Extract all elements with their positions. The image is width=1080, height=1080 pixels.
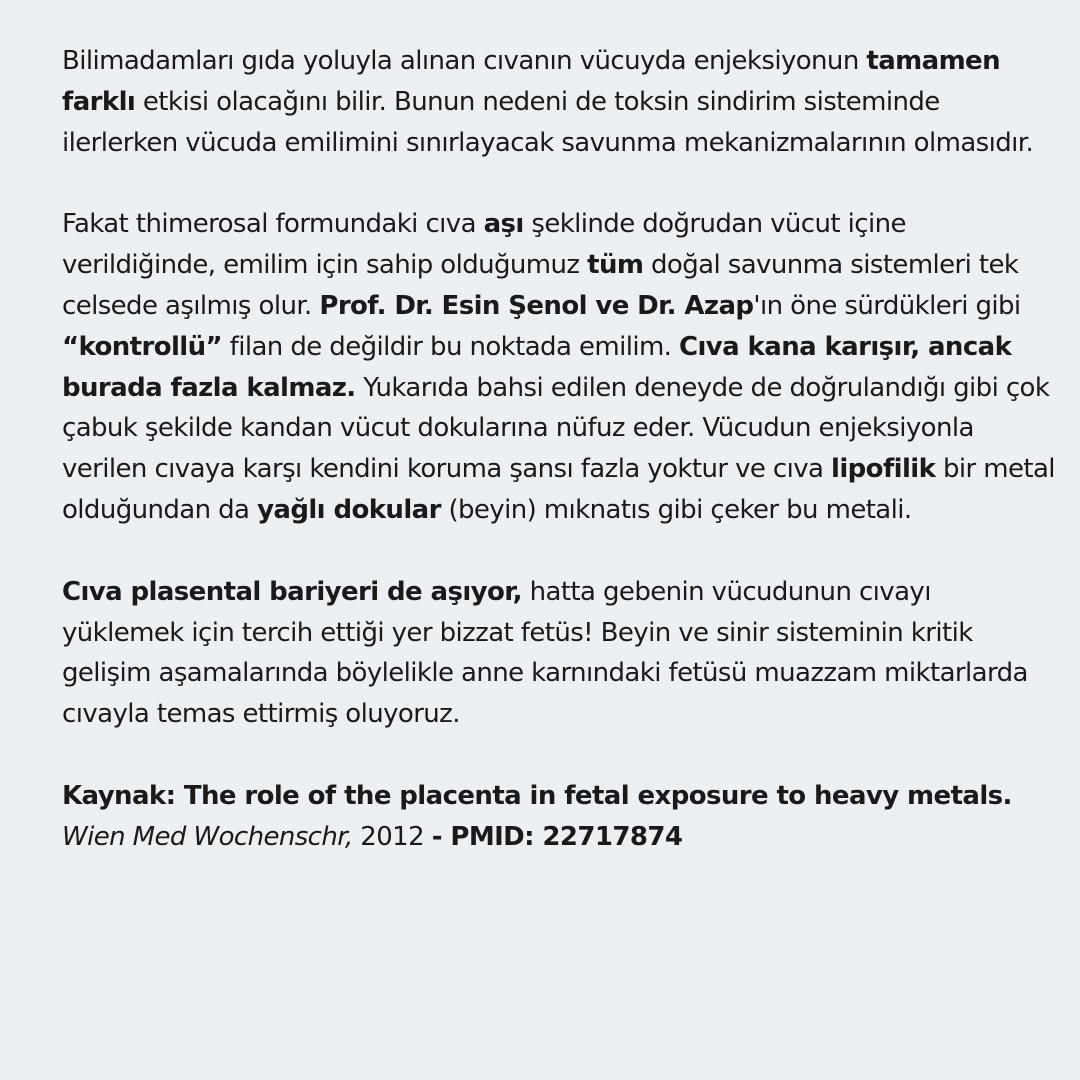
paragraph-2-bold-6: lipofilik	[831, 454, 936, 485]
source-pmid: - PMID: 22717874	[431, 821, 683, 852]
paragraph-2-bold-3: Prof. Dr. Esin Şenol ve Dr. Azap	[319, 290, 754, 321]
paragraph-2-text-5: filan de değildir bu noktada emilim.	[222, 331, 680, 362]
paragraph-2-bold-4: “kontrollü”	[62, 331, 222, 362]
paragraph-3-bold-1: Cıva plasental bariyeri de aşıyor,	[62, 576, 522, 607]
paragraph-2-bold-1: aşı	[483, 209, 524, 240]
paragraph-1-bold-1: tamamen farklı	[62, 46, 1001, 117]
paragraph-2-text-4: 'ın öne sürdükleri gibi	[753, 290, 1021, 321]
paragraph-2-text-2: şeklinde doğrudan vücut içine verildiğinde, emilim için sahip olduğumuz	[62, 209, 906, 281]
paragraph-1-text-2: etkisi olacağını bilir. Bunun nedeni de toksin sindirim sisteminde ilerlerken vücuda emilimini sınırlayacak savunma mekanizmalarının olmasıdır.	[62, 86, 1034, 158]
paragraph-2-text-3: doğal savunma sistemleri tek celsede aşılmış olur.	[62, 250, 1019, 321]
source-label: Kaynak: The role of the placenta in fetal exposure to heavy metals.	[62, 780, 1012, 811]
source-citation	[62, 776, 1060, 858]
paragraph-1-text-1: Bilimadamları gıda yoluyla alınan cıvanın vücuyda enjeksiyonun	[62, 46, 867, 76]
source-journal: Wien Med Wochenschr,	[62, 821, 353, 852]
paragraph-2	[62, 204, 1060, 530]
paragraph-3	[62, 572, 1060, 735]
source-year: 2012	[352, 821, 432, 852]
paragraph-2-text-1: Fakat thimerosal formundaki cıva	[62, 209, 484, 240]
paragraph-3-text-1: hatta gebenin vücudunun cıvayı yüklemek için tercih ettiği yer bizzat fetüs! Beyin ve sinir sisteminin kritik gelişim aşamalarında böylelikle anne karnındaki fetüsü muazzam miktarlarda cıvayla temas ettirmiş oluyoruz.	[62, 576, 1028, 730]
paragraph-2-bold-2: tüm	[587, 250, 644, 281]
paragraph-2-text-6: Yukarıda bahsi edilen deneyde de doğrulandığı gibi çok çabuk şekilde kandan vücut dokularına nüfuz eder. Vücudun enjeksiyonla verilen cıvaya karşı kendini koruma şansı fazla yoktur ve cıva	[62, 372, 1050, 485]
paragraph-2-text-8: (beyin) mıknatıs gibi çeker bu metali.	[440, 494, 912, 525]
paragraph-1	[62, 41, 1060, 163]
paragraph-2-bold-5: Cıva kana karışır, ancak burada fazla kalmaz.	[62, 331, 1012, 403]
paragraph-2-bold-7: yağlı dokular	[257, 494, 441, 525]
paragraph-2-text-7: bir metal olduğundan da	[62, 454, 1055, 525]
